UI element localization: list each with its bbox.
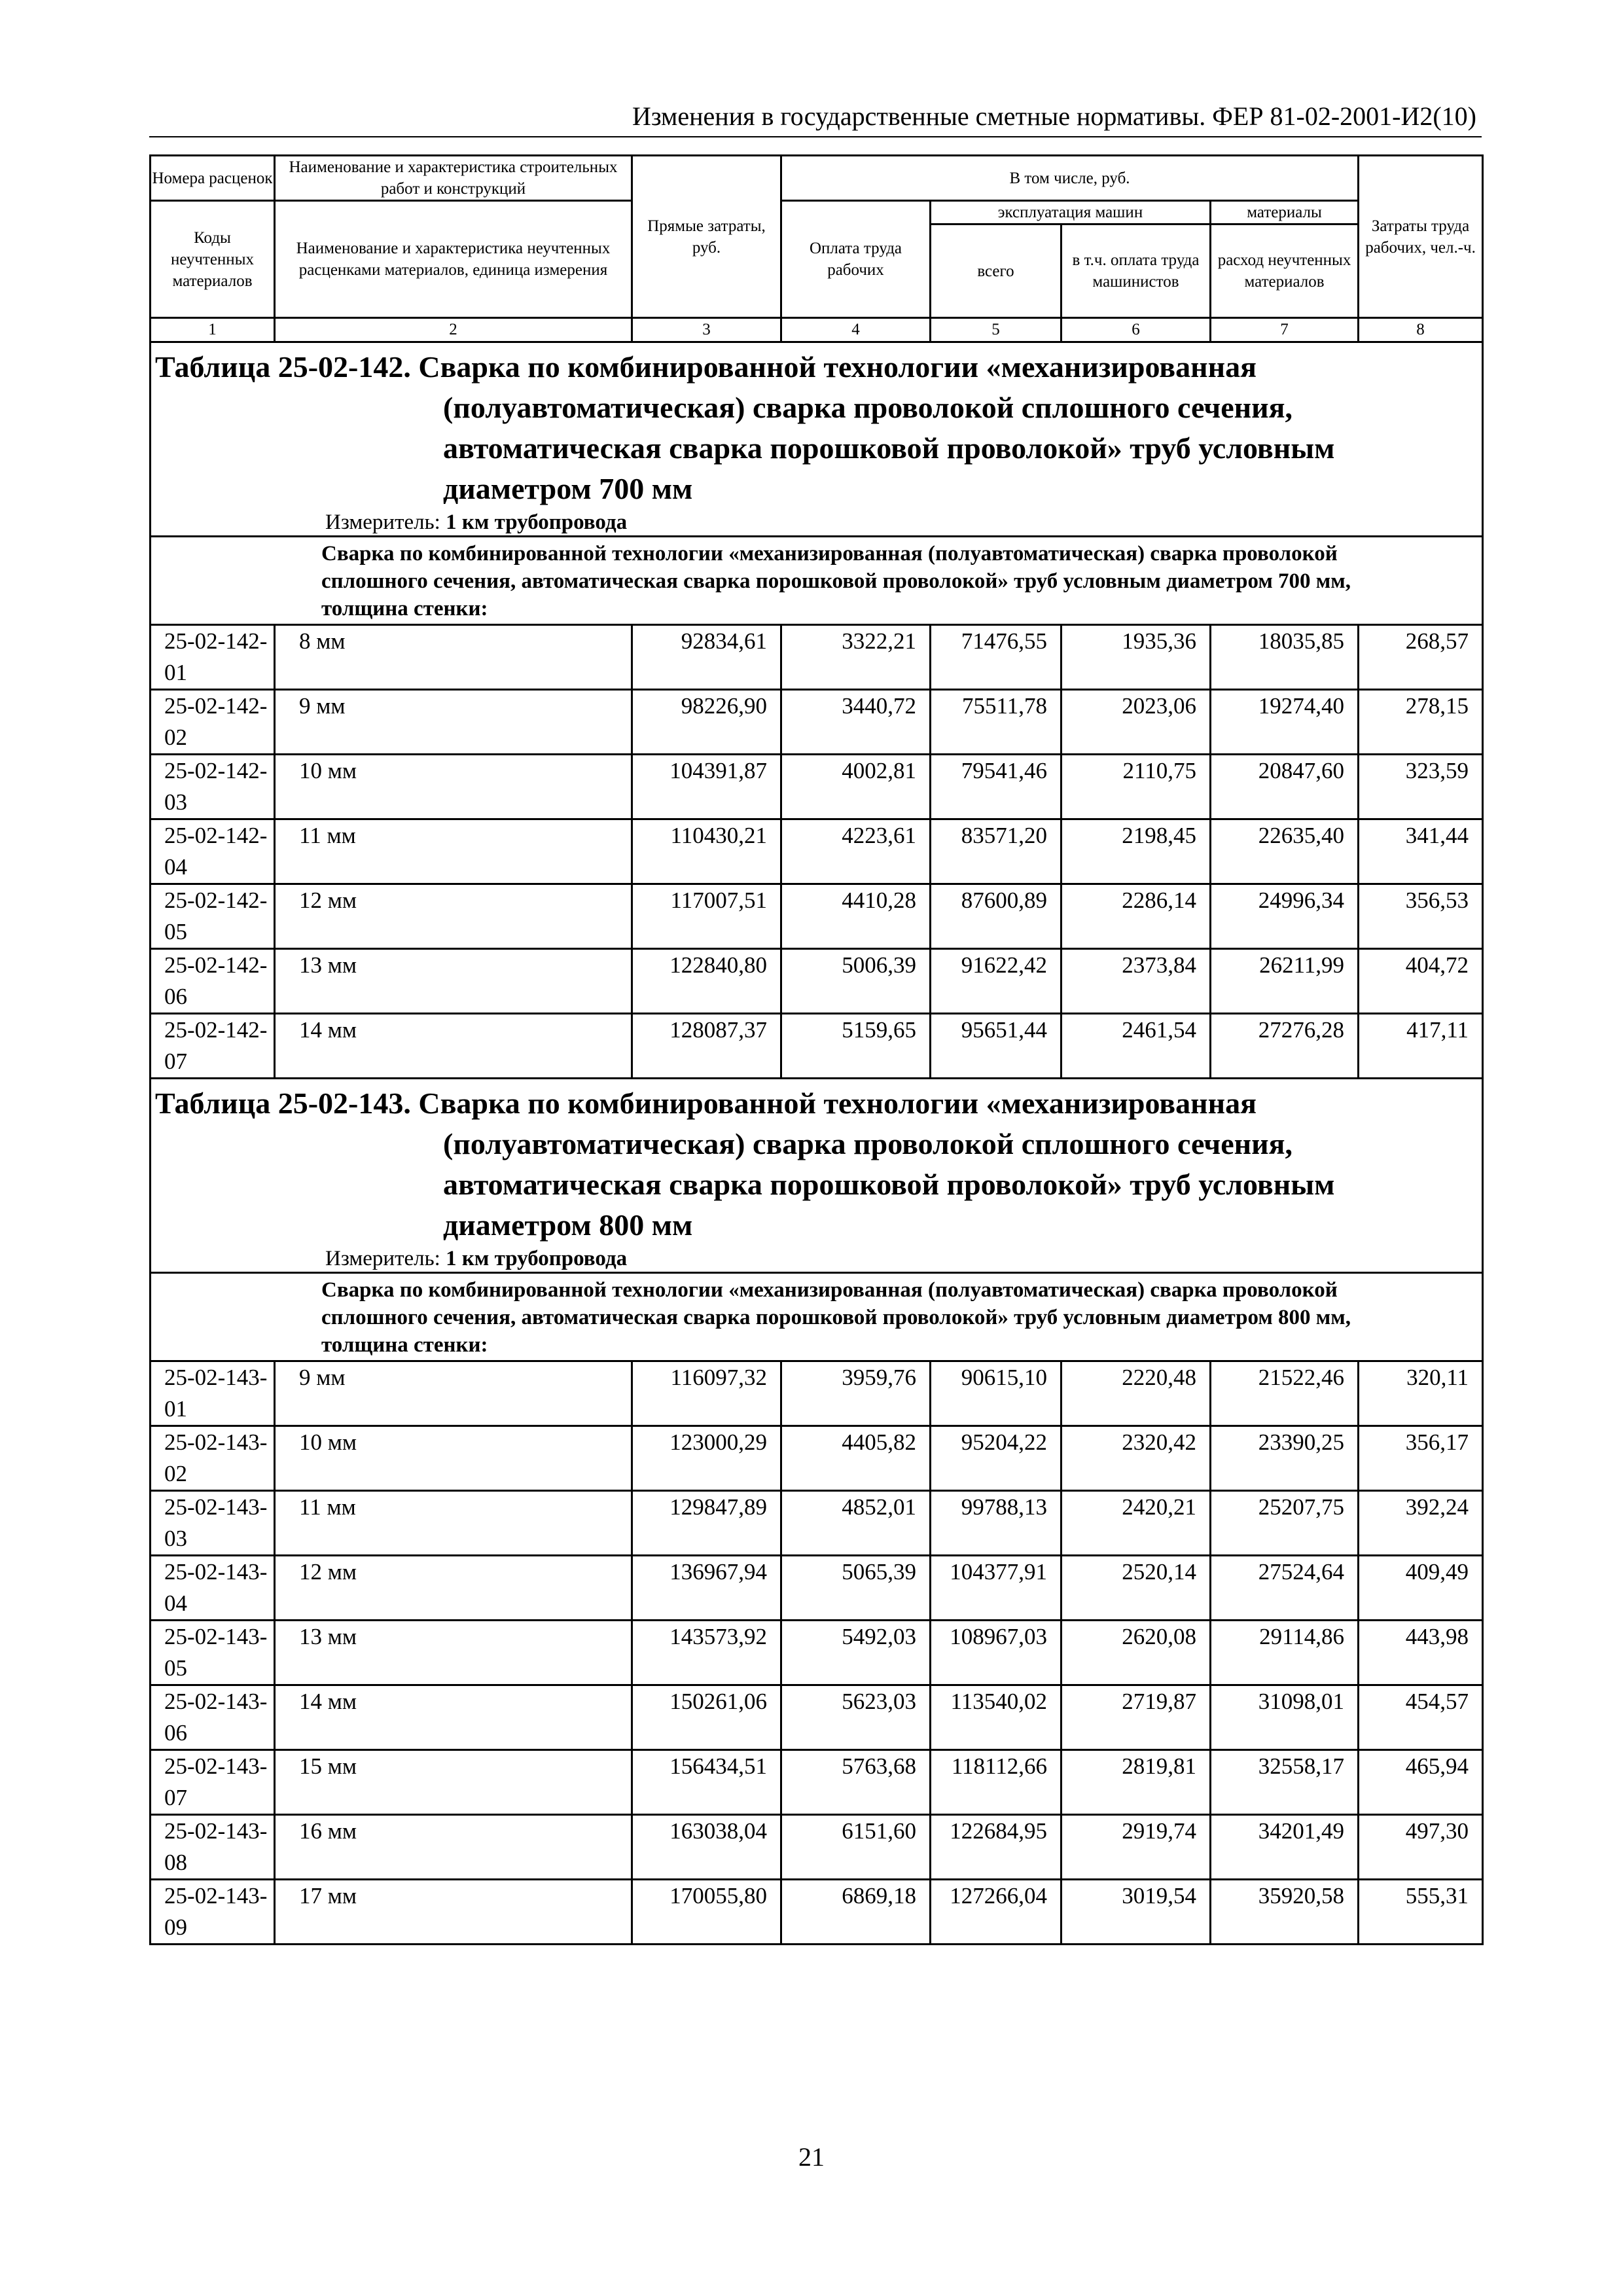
wall-thickness: 12 мм [275,1556,632,1621]
value-machines: 122684,95 [931,1815,1061,1880]
value-direct: 110430,21 [632,819,781,884]
header-labor: Затраты труда рабочих, чел.-ч. [1359,156,1483,318]
value-labor: 392,24 [1359,1491,1483,1556]
value-machinists: 2819,81 [1061,1750,1211,1815]
value-materials: 31098,01 [1211,1685,1359,1750]
value-labor: 443,98 [1359,1621,1483,1685]
value-labor: 454,57 [1359,1685,1483,1750]
value-labor: 465,94 [1359,1750,1483,1815]
rate-code: 25-02-143-01 [151,1361,275,1426]
value-workers: 5492,03 [781,1621,931,1685]
table-row [151,1750,1483,1815]
wall-thickness: 13 мм [275,1621,632,1685]
value-machines: 87600,89 [931,884,1061,949]
value-workers: 5006,39 [781,949,931,1014]
header-direct-costs: Прямые затраты, руб. [632,156,781,318]
table-row [151,625,1483,690]
wall-thickness: 10 мм [275,1426,632,1491]
rate-code: 25-02-143-06 [151,1685,275,1750]
value-machinists: 3019,54 [1061,1880,1211,1945]
value-materials: 35920,58 [1211,1880,1359,1945]
section-description: Сварка по комбинированной технологии «механизированная (полуавтоматическая) сварка проволокой сплошного сечения, автоматическая сварка порошковой проволокой» труб условным диаметром 700 мм, толщина стенки: [151,537,1483,625]
value-direct: 92834,61 [632,625,781,690]
rate-code: 25-02-143-04 [151,1556,275,1621]
column-number: 2 [275,318,632,342]
value-direct: 170055,80 [632,1880,781,1945]
value-machinists: 2023,06 [1061,690,1211,755]
meter-value: 1 км трубопровода [446,1247,628,1270]
wall-thickness: 16 мм [275,1815,632,1880]
rate-code: 25-02-143-03 [151,1491,275,1556]
table-row [151,1361,1483,1426]
section-title: Таблица 25-02-143. Сварка по комбинированной технологии «механизированная (полуавтоматическая) сварка проволокой сплошного сечения, автоматическая сварка порошковой проволокой» труб условным диаметром 800 мм [155,1086,1335,1242]
value-workers: 6151,60 [781,1815,931,1880]
rate-code: 25-02-142-02 [151,690,275,755]
section-title-row [151,342,1483,537]
value-materials: 18035,85 [1211,625,1359,690]
wall-thickness: 15 мм [275,1750,632,1815]
section-title-cell [151,1079,1483,1273]
value-machines: 95651,44 [931,1014,1061,1079]
header-col1-top: Номера расценок [151,156,275,201]
header-col2-top: Наименование и характеристика строительных работ и конструкций [275,156,632,201]
value-materials: 23390,25 [1211,1426,1359,1491]
value-workers: 4223,61 [781,819,931,884]
header-col1-bottom: Коды неучтенных материалов [151,201,275,318]
value-workers: 5159,65 [781,1014,931,1079]
section-title-cell [151,342,1483,537]
meter-label: Измеритель: [325,511,440,534]
table-row [151,1556,1483,1621]
value-machinists: 2620,08 [1061,1621,1211,1685]
page-number: 21 [798,2142,825,2172]
value-machinists: 2220,48 [1061,1361,1211,1426]
value-machinists: 2286,14 [1061,884,1211,949]
rate-code: 25-02-143-08 [151,1815,275,1880]
header-machines: эксплуатация машин [931,201,1211,224]
rate-code: 25-02-143-02 [151,1426,275,1491]
value-workers: 5763,68 [781,1750,931,1815]
value-direct: 128087,37 [632,1014,781,1079]
value-machinists: 2919,74 [1061,1815,1211,1880]
header-workers-pay: Оплата труда рабочих [781,201,931,318]
table-row [151,819,1483,884]
rates-table [149,154,1484,1945]
value-materials: 19274,40 [1211,690,1359,755]
value-direct: 136967,94 [632,1556,781,1621]
header-row-1 [151,156,1483,201]
value-machines: 118112,66 [931,1750,1061,1815]
value-machines: 108967,03 [931,1621,1061,1685]
section-title-row [151,1079,1483,1273]
value-machines: 104377,91 [931,1556,1061,1621]
wall-thickness: 12 мм [275,884,632,949]
table-row [151,1014,1483,1079]
value-labor: 356,53 [1359,884,1483,949]
page-header [149,97,1482,137]
section-meter [155,1246,1478,1272]
rate-code: 25-02-142-05 [151,884,275,949]
table-row [151,884,1483,949]
column-number: 4 [781,318,931,342]
column-number: 3 [632,318,781,342]
table-row [151,755,1483,819]
column-number: 6 [1061,318,1211,342]
section-description-row [151,537,1483,625]
section-description: Сварка по комбинированной технологии «механизированная (полуавтоматическая) сварка проволокой сплошного сечения, автоматическая сварка порошковой проволокой» труб условным диаметром 800 мм, толщина стенки: [151,1273,1483,1361]
value-materials: 20847,60 [1211,755,1359,819]
value-labor: 404,72 [1359,949,1483,1014]
value-materials: 26211,99 [1211,949,1359,1014]
value-machines: 113540,02 [931,1685,1061,1750]
value-labor: 323,59 [1359,755,1483,819]
rate-code: 25-02-143-07 [151,1750,275,1815]
rate-code: 25-02-143-05 [151,1621,275,1685]
wall-thickness: 17 мм [275,1880,632,1945]
value-machinists: 2373,84 [1061,949,1211,1014]
value-materials: 21522,46 [1211,1361,1359,1426]
wall-thickness: 8 мм [275,625,632,690]
value-direct: 104391,87 [632,755,781,819]
rate-code: 25-02-142-03 [151,755,275,819]
rate-code: 25-02-143-09 [151,1880,275,1945]
value-materials: 29114,86 [1211,1621,1359,1685]
value-labor: 278,15 [1359,690,1483,755]
value-labor: 320,11 [1359,1361,1483,1426]
value-materials: 27524,64 [1211,1556,1359,1621]
value-materials: 27276,28 [1211,1014,1359,1079]
value-machinists: 2320,42 [1061,1426,1211,1491]
value-materials: 34201,49 [1211,1815,1359,1880]
wall-thickness: 10 мм [275,755,632,819]
value-machinists: 2420,21 [1061,1491,1211,1556]
value-machinists: 1935,36 [1061,625,1211,690]
value-direct: 150261,06 [632,1685,781,1750]
wall-thickness: 13 мм [275,949,632,1014]
wall-thickness: 9 мм [275,690,632,755]
table-row [151,1815,1483,1880]
header-including: В том числе, руб. [781,156,1359,201]
header-row-2 [151,201,1483,224]
wall-thickness: 14 мм [275,1685,632,1750]
value-machines: 71476,55 [931,625,1061,690]
value-direct: 156434,51 [632,1750,781,1815]
wall-thickness: 11 мм [275,819,632,884]
value-direct: 123000,29 [632,1426,781,1491]
header-col2-bottom: Наименование и характеристика неучтенных расценками материалов, единица измерения [275,201,632,318]
column-number: 1 [151,318,275,342]
value-machines: 83571,20 [931,819,1061,884]
rate-code: 25-02-142-07 [151,1014,275,1079]
section-description-row [151,1273,1483,1361]
section-title: Таблица 25-02-142. Сварка по комбинированной технологии «механизированная (полуавтоматическая) сварка проволокой сплошного сечения, автоматическая сварка порошковой проволокой» труб условным диаметром 700 мм [155,350,1335,505]
value-direct: 143573,92 [632,1621,781,1685]
value-materials: 22635,40 [1211,819,1359,884]
value-workers: 5623,03 [781,1685,931,1750]
value-labor: 555,31 [1359,1880,1483,1945]
value-materials: 25207,75 [1211,1491,1359,1556]
header-machinists-pay: в т.ч. оплата труда машинистов [1061,224,1211,318]
value-workers: 4002,81 [781,755,931,819]
value-labor: 356,17 [1359,1426,1483,1491]
value-direct: 117007,51 [632,884,781,949]
column-number: 7 [1211,318,1359,342]
value-workers: 3322,21 [781,625,931,690]
value-machines: 75511,78 [931,690,1061,755]
header-title: Изменения в государственные сметные нормативы. ФЕР 81-02-2001-И2(10) [632,101,1476,131]
value-machinists: 2461,54 [1061,1014,1211,1079]
header-materials-usage: расход неучтенных материалов [1211,224,1359,318]
table-row [151,1621,1483,1685]
value-direct: 129847,89 [632,1491,781,1556]
value-machinists: 2520,14 [1061,1556,1211,1621]
value-materials: 32558,17 [1211,1750,1359,1815]
table-row [151,1491,1483,1556]
value-machines: 99788,13 [931,1491,1061,1556]
value-machinists: 2719,87 [1061,1685,1211,1750]
table-row [151,949,1483,1014]
value-labor: 497,30 [1359,1815,1483,1880]
table-row [151,1880,1483,1945]
value-labor: 409,49 [1359,1556,1483,1621]
table-row [151,690,1483,755]
value-labor: 341,44 [1359,819,1483,884]
value-workers: 3440,72 [781,690,931,755]
wall-thickness: 14 мм [275,1014,632,1079]
value-labor: 417,11 [1359,1014,1483,1079]
value-workers: 4852,01 [781,1491,931,1556]
table-row [151,1685,1483,1750]
value-direct: 98226,90 [632,690,781,755]
header-materials: материалы [1211,201,1359,224]
value-direct: 122840,80 [632,949,781,1014]
rate-code: 25-02-142-06 [151,949,275,1014]
value-machines: 79541,46 [931,755,1061,819]
value-machinists: 2110,75 [1061,755,1211,819]
value-workers: 4405,82 [781,1426,931,1491]
value-direct: 116097,32 [632,1361,781,1426]
value-machines: 90615,10 [931,1361,1061,1426]
section-meter [155,509,1478,535]
wall-thickness: 9 мм [275,1361,632,1426]
meter-label: Измеритель: [325,1247,440,1270]
value-workers: 4410,28 [781,884,931,949]
wall-thickness: 11 мм [275,1491,632,1556]
value-labor: 268,57 [1359,625,1483,690]
column-numbers-row [151,318,1483,342]
header-machines-total: всего [931,224,1061,318]
rate-code: 25-02-142-04 [151,819,275,884]
value-workers: 6869,18 [781,1880,931,1945]
table-row [151,1426,1483,1491]
value-workers: 3959,76 [781,1361,931,1426]
value-machines: 91622,42 [931,949,1061,1014]
value-machines: 95204,22 [931,1426,1061,1491]
value-materials: 24996,34 [1211,884,1359,949]
value-workers: 5065,39 [781,1556,931,1621]
rate-code: 25-02-142-01 [151,625,275,690]
meter-value: 1 км трубопровода [446,511,628,534]
value-direct: 163038,04 [632,1815,781,1880]
value-machines: 127266,04 [931,1880,1061,1945]
value-machinists: 2198,45 [1061,819,1211,884]
column-number: 5 [931,318,1061,342]
column-number: 8 [1359,318,1483,342]
